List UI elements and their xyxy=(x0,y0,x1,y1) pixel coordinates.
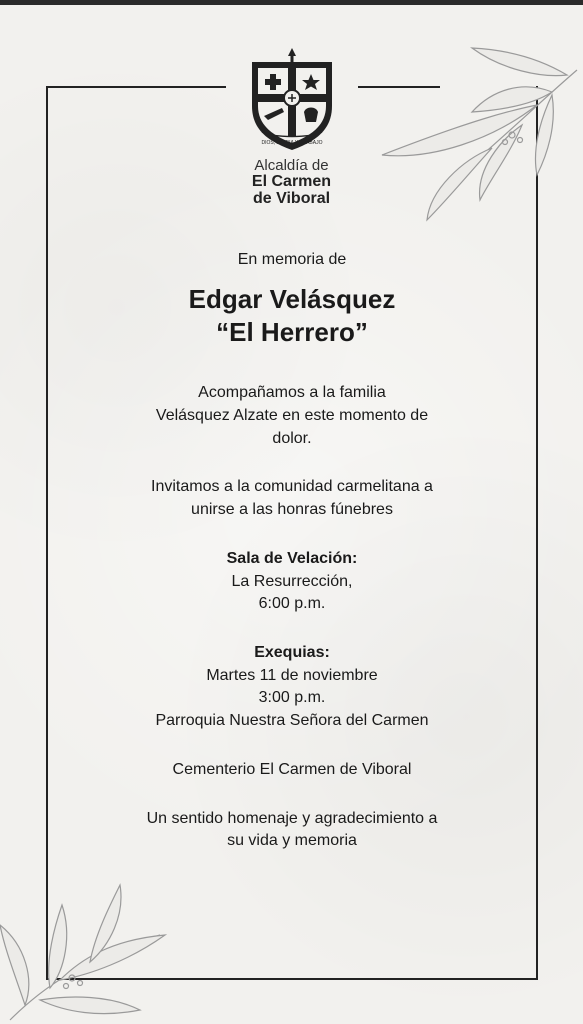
frame-top-left-segment xyxy=(46,86,226,88)
wake-place: La Resurrección, xyxy=(231,572,353,590)
memorial-intro: En memoria de xyxy=(237,251,347,268)
wake-label: Sala de Velación: xyxy=(226,549,358,567)
top-status-bar xyxy=(0,0,583,5)
closing-line-2: su vida y memoria xyxy=(227,832,357,850)
brand-line-2: El Carmen xyxy=(251,172,332,190)
wake-details xyxy=(46,548,538,616)
funeral-label: Exequias: xyxy=(254,643,330,661)
cemetery: Cementerio El Carmen de Viboral xyxy=(172,760,412,778)
memorial-name xyxy=(46,283,538,348)
condolence-line-3: dolor. xyxy=(272,429,312,447)
invite-line-1: Invitamos a la comunidad carmelitana a xyxy=(151,478,433,496)
spacer xyxy=(46,733,538,759)
logo-motto: DIOS, PATRIA Y TRABAJO xyxy=(261,140,323,146)
brand-line-3: de Viboral xyxy=(252,189,331,207)
coat-of-arms-logo xyxy=(244,46,340,156)
spacer xyxy=(46,782,538,808)
brand-line-1: Alcaldía de xyxy=(254,157,329,174)
memorial-name-line-2: “El Herrero” xyxy=(216,316,368,347)
funeral-time: 3:00 p.m. xyxy=(258,689,326,707)
spacer xyxy=(46,450,538,476)
spacer xyxy=(46,348,538,382)
condolence-message xyxy=(46,382,538,450)
memorial-name-line-1: Edgar Velásquez xyxy=(188,284,396,315)
memorial-content xyxy=(46,250,538,853)
closing-line-1: Un sentido homenaje y agradecimiento a xyxy=(146,809,438,827)
wake-time: 6:00 p.m. xyxy=(258,595,326,613)
invitation-message xyxy=(46,476,538,521)
condolence-line-2: Velásquez Alzate en este momento de xyxy=(155,406,429,424)
funeral-details xyxy=(46,642,538,733)
funeral-church: Parroquia Nuestra Señora del Carmen xyxy=(155,712,429,730)
closing-message xyxy=(46,808,538,853)
condolence-line-1: Acompañamos a la familia xyxy=(198,384,386,402)
spacer xyxy=(46,616,538,642)
brand-block xyxy=(0,158,583,207)
invite-line-2: unirse a las honras fúnebres xyxy=(191,501,393,519)
funeral-date: Martes 11 de noviembre xyxy=(206,666,378,684)
frame-top-right-segment xyxy=(358,86,440,88)
spacer xyxy=(46,522,538,548)
